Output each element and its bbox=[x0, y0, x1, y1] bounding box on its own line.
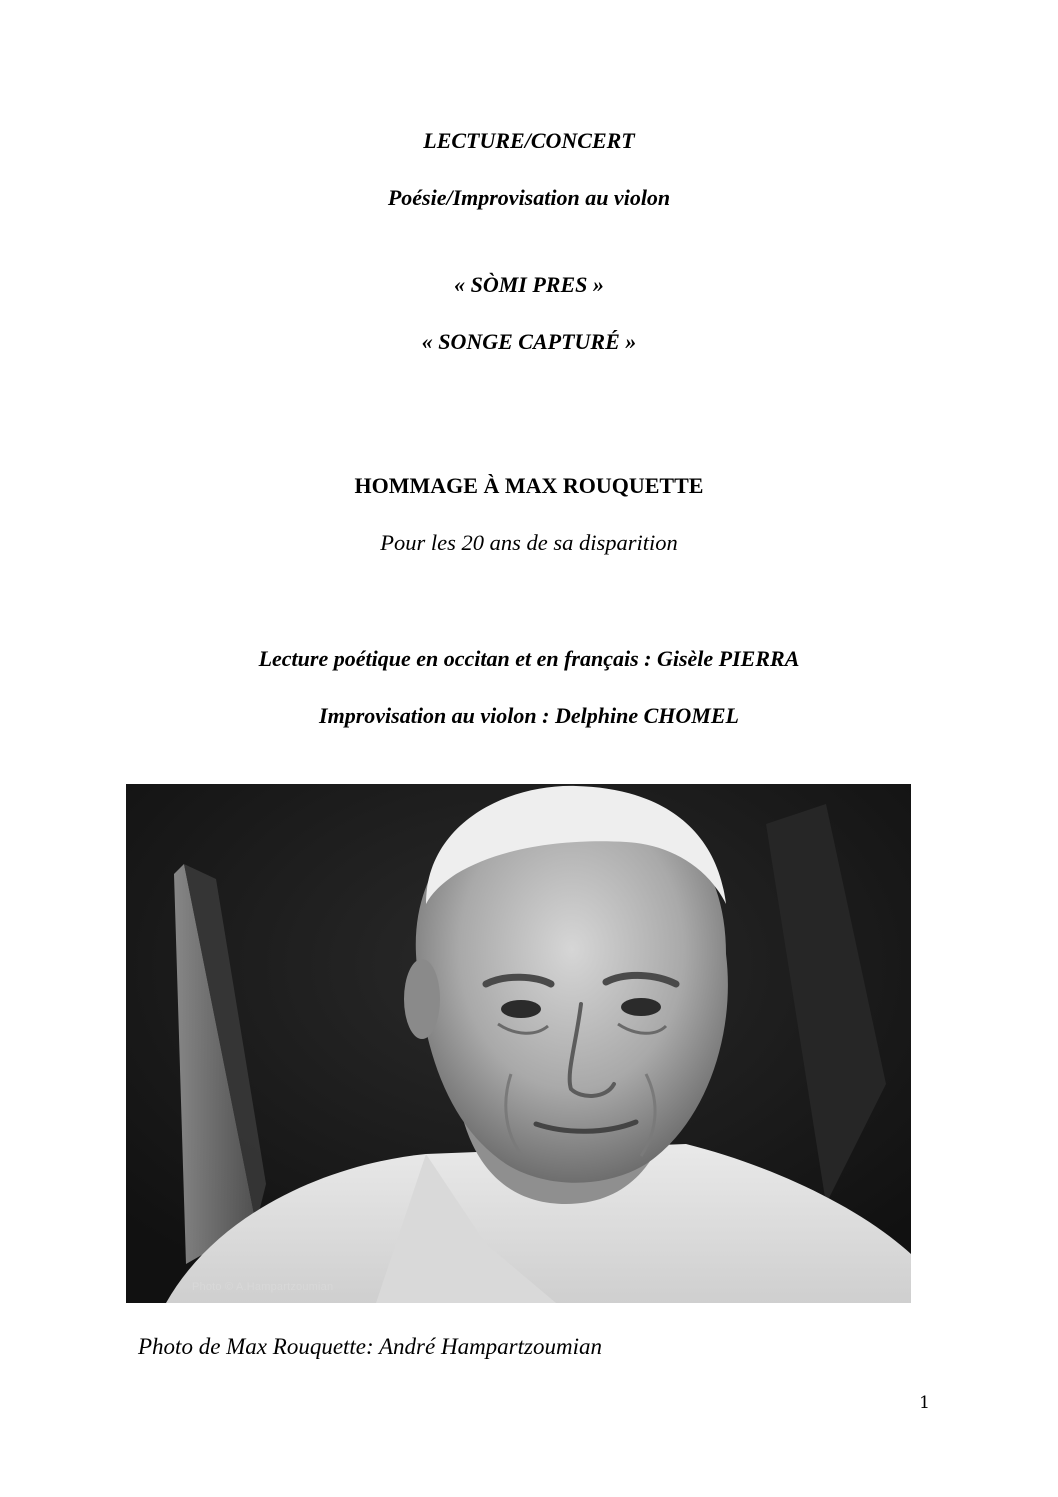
page-number: 1 bbox=[919, 1393, 930, 1413]
tribute-heading: HOMMAGE À MAX ROUQUETTE bbox=[354, 473, 704, 498]
title-french: « SONGE CAPTURÉ » bbox=[421, 329, 637, 354]
tribute-subtitle: Pour les 20 ans de sa disparition bbox=[380, 530, 678, 555]
portrait-photo bbox=[126, 784, 911, 1303]
photo-caption: Photo de Max Rouquette: André Hampartzoumian bbox=[138, 1334, 602, 1359]
reading-credit: Lecture poétique en occitan et en français : Gisèle PIERRA bbox=[258, 646, 800, 671]
event-type-heading: LECTURE/CONCERT bbox=[423, 128, 635, 153]
title-occitan: « SÒMI PRES » bbox=[454, 272, 604, 297]
event-subheading: Poésie/Improvisation au violon bbox=[387, 185, 671, 210]
portrait-illustration bbox=[126, 784, 911, 1303]
photo-watermark: Photo © A.Hampartzoumian bbox=[192, 1281, 334, 1293]
violin-credit: Improvisation au violon : Delphine CHOMEL bbox=[319, 703, 739, 728]
